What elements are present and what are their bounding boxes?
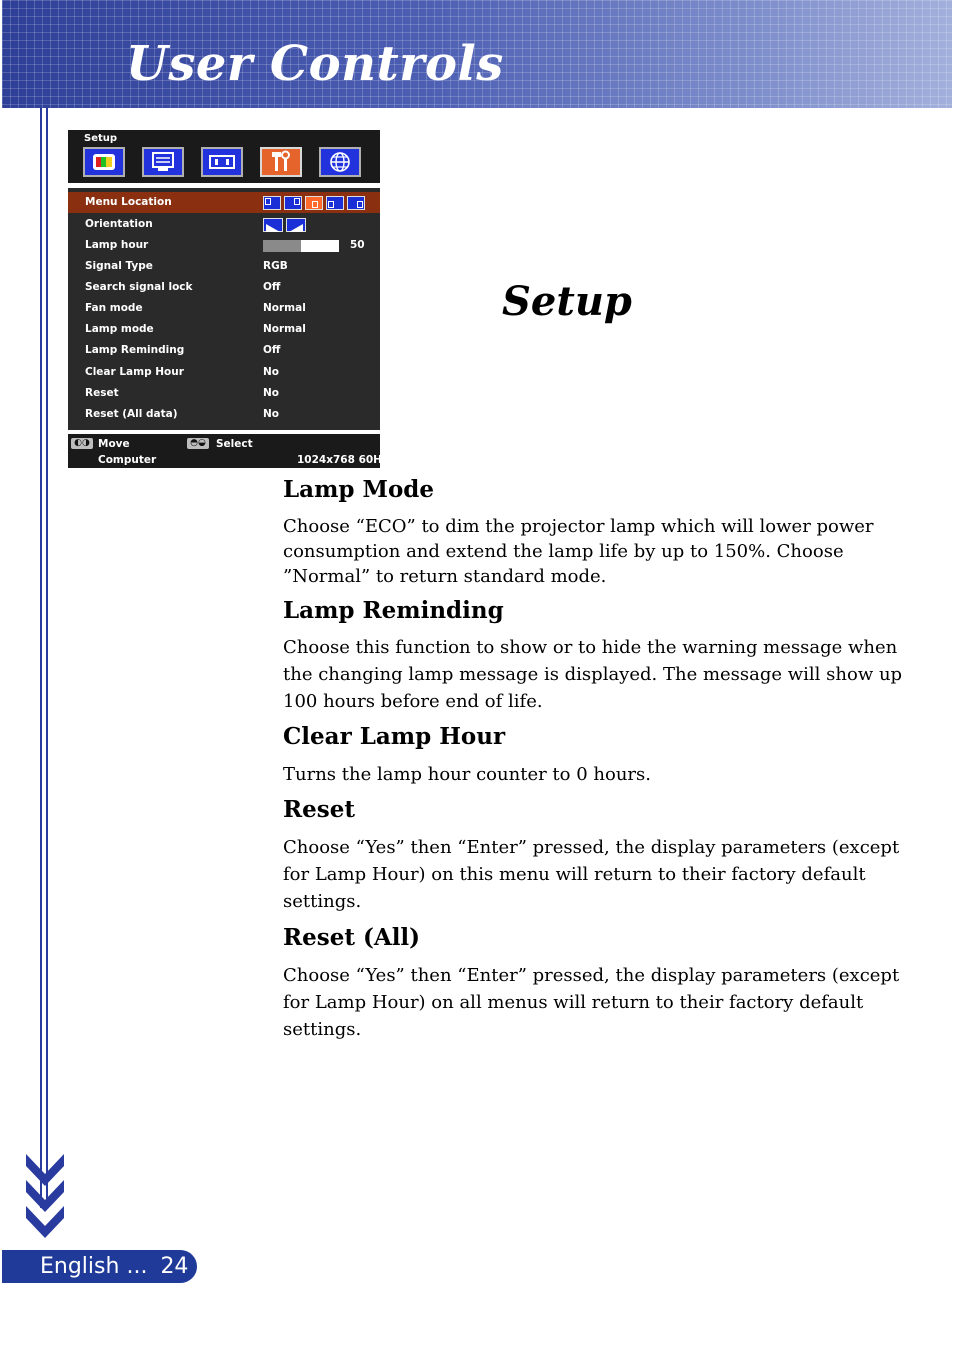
osd-row-value: No <box>263 366 280 378</box>
osd-row-label: Lamp hour <box>85 239 149 251</box>
section-heading-reset: Reset <box>283 796 355 823</box>
osd-select-label: Select <box>216 438 253 450</box>
left-rule <box>46 108 48 1208</box>
osd-row-value: Off <box>263 344 281 356</box>
lamp-hour-value: 50 <box>350 239 365 251</box>
osd-row-value: Normal <box>263 302 306 314</box>
osd-row-label: Signal Type <box>85 260 153 272</box>
osd-tab-bar <box>68 130 380 183</box>
display-icon[interactable] <box>201 147 243 177</box>
footer-page-number: 24 <box>160 1254 189 1279</box>
osd-row-label: Lamp mode <box>85 323 154 335</box>
orientation-rear-icon[interactable] <box>286 218 306 232</box>
osd-row-label: Menu Location <box>85 196 172 208</box>
osd-row-reset-all[interactable] <box>68 404 380 425</box>
osd-row-value: RGB <box>263 260 288 272</box>
page-header-title: User Controls <box>126 36 504 92</box>
osd-row-label: Clear Lamp Hour <box>85 366 184 378</box>
osd-row-lamp-hour <box>68 235 380 256</box>
globe-icon[interactable] <box>319 147 361 177</box>
menu-location-option-icon[interactable] <box>284 196 302 210</box>
menu-location-option-icon[interactable] <box>305 196 323 210</box>
section-heading-lamp-mode: Lamp Mode <box>283 476 435 503</box>
menu-location-option-icon[interactable] <box>326 196 344 210</box>
osd-row-label: Reset <box>85 387 119 399</box>
menu-location-option-icon[interactable] <box>347 196 365 210</box>
osd-row-value: Off <box>263 281 281 293</box>
section-body-reset-all: Choose “Yes” then “Enter” pressed, the display parameters (except for Lamp Hour) on all menus will return to their factory default settings. <box>283 965 900 1040</box>
osd-row-label: Reset (All data) <box>85 408 178 420</box>
osd-row-value: No <box>263 387 280 399</box>
header-banner <box>2 0 952 108</box>
osd-row-search-signal-lock[interactable] <box>68 277 380 298</box>
osd-row-lamp-mode[interactable] <box>68 319 380 340</box>
osd-setup-menu <box>68 130 389 468</box>
setup-title: Setup <box>502 278 632 325</box>
osd-row-reset[interactable] <box>68 383 380 404</box>
osd-resolution-label: 1024x768 60Hz <box>297 454 389 466</box>
menu-location-option-icon[interactable] <box>263 196 281 210</box>
lamp-hour-bar-fill <box>263 240 301 252</box>
section-heading-reset-all: Reset (All) <box>283 924 421 951</box>
osd-row-orientation[interactable] <box>68 214 380 235</box>
section-body-reset: Choose “Yes” then “Enter” pressed, the display parameters (except for Lamp Hour) on this menu will return to their factory default settings. <box>283 837 900 912</box>
osd-source-label: Computer <box>98 454 157 466</box>
page-footer <box>2 1250 197 1283</box>
orientation-front-icon[interactable] <box>263 218 283 232</box>
section-heading-clear-lamp-hour: Clear Lamp Hour <box>283 723 506 750</box>
section-body-lamp-reminding: Choose this function to show or to hide the warning message when the changing lamp message is displayed. The message will show up 100 hours before end of life. <box>283 637 903 712</box>
osd-row-label: Search signal lock <box>85 281 193 293</box>
chevron-down-icon <box>24 1152 66 1240</box>
osd-row-label: Orientation <box>85 218 153 230</box>
section-body-clear-lamp-hour: Turns the lamp hour counter to 0 hours. <box>283 764 651 785</box>
osd-row-signal-type[interactable] <box>68 256 380 277</box>
osd-tab-label: Setup <box>84 133 118 144</box>
osd-row-lamp-reminding[interactable] <box>68 340 380 361</box>
footer-separator: ... <box>126 1254 148 1279</box>
left-right-arrows-icon: ◐◑ <box>71 438 93 449</box>
footer-language: English <box>40 1254 120 1279</box>
section-heading-lamp-reminding: Lamp Reminding <box>283 597 504 624</box>
osd-row-label: Fan mode <box>85 302 143 314</box>
osd-row-fan-mode[interactable] <box>68 298 380 319</box>
tools-icon[interactable] <box>260 147 302 177</box>
osd-settings-list <box>68 188 380 430</box>
up-down-arrows-icon: ◓◒ <box>187 438 209 449</box>
osd-row-label: Lamp Reminding <box>85 344 185 356</box>
osd-move-label: Move <box>98 438 130 450</box>
osd-row-value: Normal <box>263 323 306 335</box>
osd-row-menu-location[interactable] <box>68 192 380 213</box>
color-picture-icon[interactable] <box>83 147 125 177</box>
osd-row-value: No <box>263 408 280 420</box>
osd-row-clear-lamp-hour[interactable] <box>68 362 380 383</box>
section-body-lamp-mode: Choose “ECO” to dim the projector lamp which will lower power consumption and extend the lamp life by up to 150%. Choose ”Normal” to return standard mode. <box>283 516 874 587</box>
left-rule <box>40 108 42 1208</box>
osd-footer <box>68 434 389 468</box>
monitor-image-icon[interactable] <box>142 147 184 177</box>
lamp-hour-bar <box>263 240 339 252</box>
